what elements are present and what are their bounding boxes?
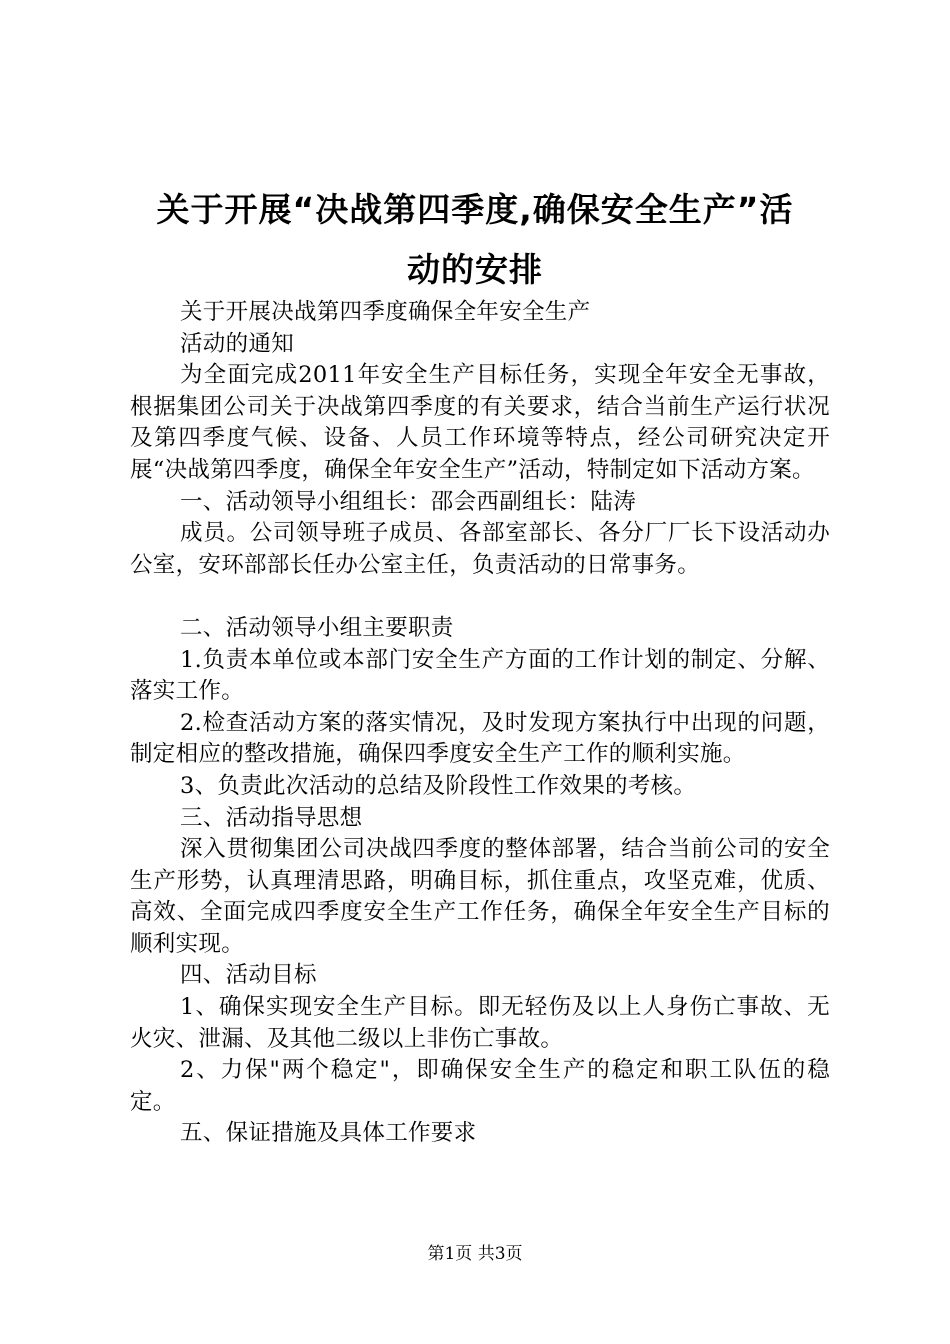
paragraph-members: 成员。公司领导班子成员、各部室部长、各分厂厂长下设活动办公室，安环部部长任办公室主任，负责活动的日常事务。	[130, 520, 830, 578]
paragraph-notice-heading: 关于开展决战第四季度确保全年安全生产	[180, 299, 591, 325]
paragraph-intro: 为全面完成2011年安全生产目标任务，实现全年安全无事故，根据集团公司关于决战第四季度的有关要求，结合当前生产运行状况及第四季度气候、设备、人员工作环境等特点，经公司研究决定开展“决战第四季度，确保全年安全生产”活动，特制定如下活动方案。	[130, 362, 830, 483]
paragraph-section-3-heading: 三、活动指导思想	[180, 804, 363, 831]
paragraph-section-2-heading: 二、活动领导小组主要职责	[180, 614, 454, 641]
paragraph-goal-1: 1、确保实现安全生产目标。即无轻伤及以上人身伤亡事故、无火灾、泄漏、及其他二级以上非伤亡事故。	[130, 994, 830, 1052]
paragraph-section-5-heading: 五、保证措施及具体工作要求	[180, 1120, 477, 1147]
paragraph-section-4-heading: 四、活动目标	[180, 962, 317, 989]
document-title-line-2: 动的安排	[407, 250, 543, 289]
document-title-line-1: 关于开展“决战第四季度,确保安全生产”活	[156, 190, 794, 229]
paragraph-section-1-leaders: 一、活动领导小组组长：邵会西副组长：陆涛	[180, 488, 637, 515]
document-body	[130, 297, 830, 1150]
page-number-footer: 第1页 共3页	[427, 1244, 523, 1264]
paragraph-duty-3: 3、负责此次活动的总结及阶段性工作效果的考核。	[180, 772, 697, 799]
paragraph-duty-2: 2.检查活动方案的落实情况，及时发现方案执行中出现的问题，制定相应的整改措施，确保四季度安全生产工作的顺利实施。	[130, 709, 830, 768]
paragraph-notice-heading-cont: 活动的通知	[180, 330, 295, 357]
paragraph-duty-1: 1.负责本单位或本部门安全生产方面的工作计划的制定、分解、落实工作。	[130, 646, 830, 705]
paragraph-goal-2: 2、力保"两个稳定"，即确保安全生产的稳定和职工队伍的稳定。	[130, 1057, 830, 1115]
paragraph-guiding-idea: 深入贯彻集团公司决战四季度的整体部署，结合当前公司的安全生产形势，认真理清思路，明确目标，抓住重点，攻坚克难，优质、高效、全面完成四季度安全生产工作任务，确保全年安全生产目标的顺利实现。	[130, 836, 830, 957]
